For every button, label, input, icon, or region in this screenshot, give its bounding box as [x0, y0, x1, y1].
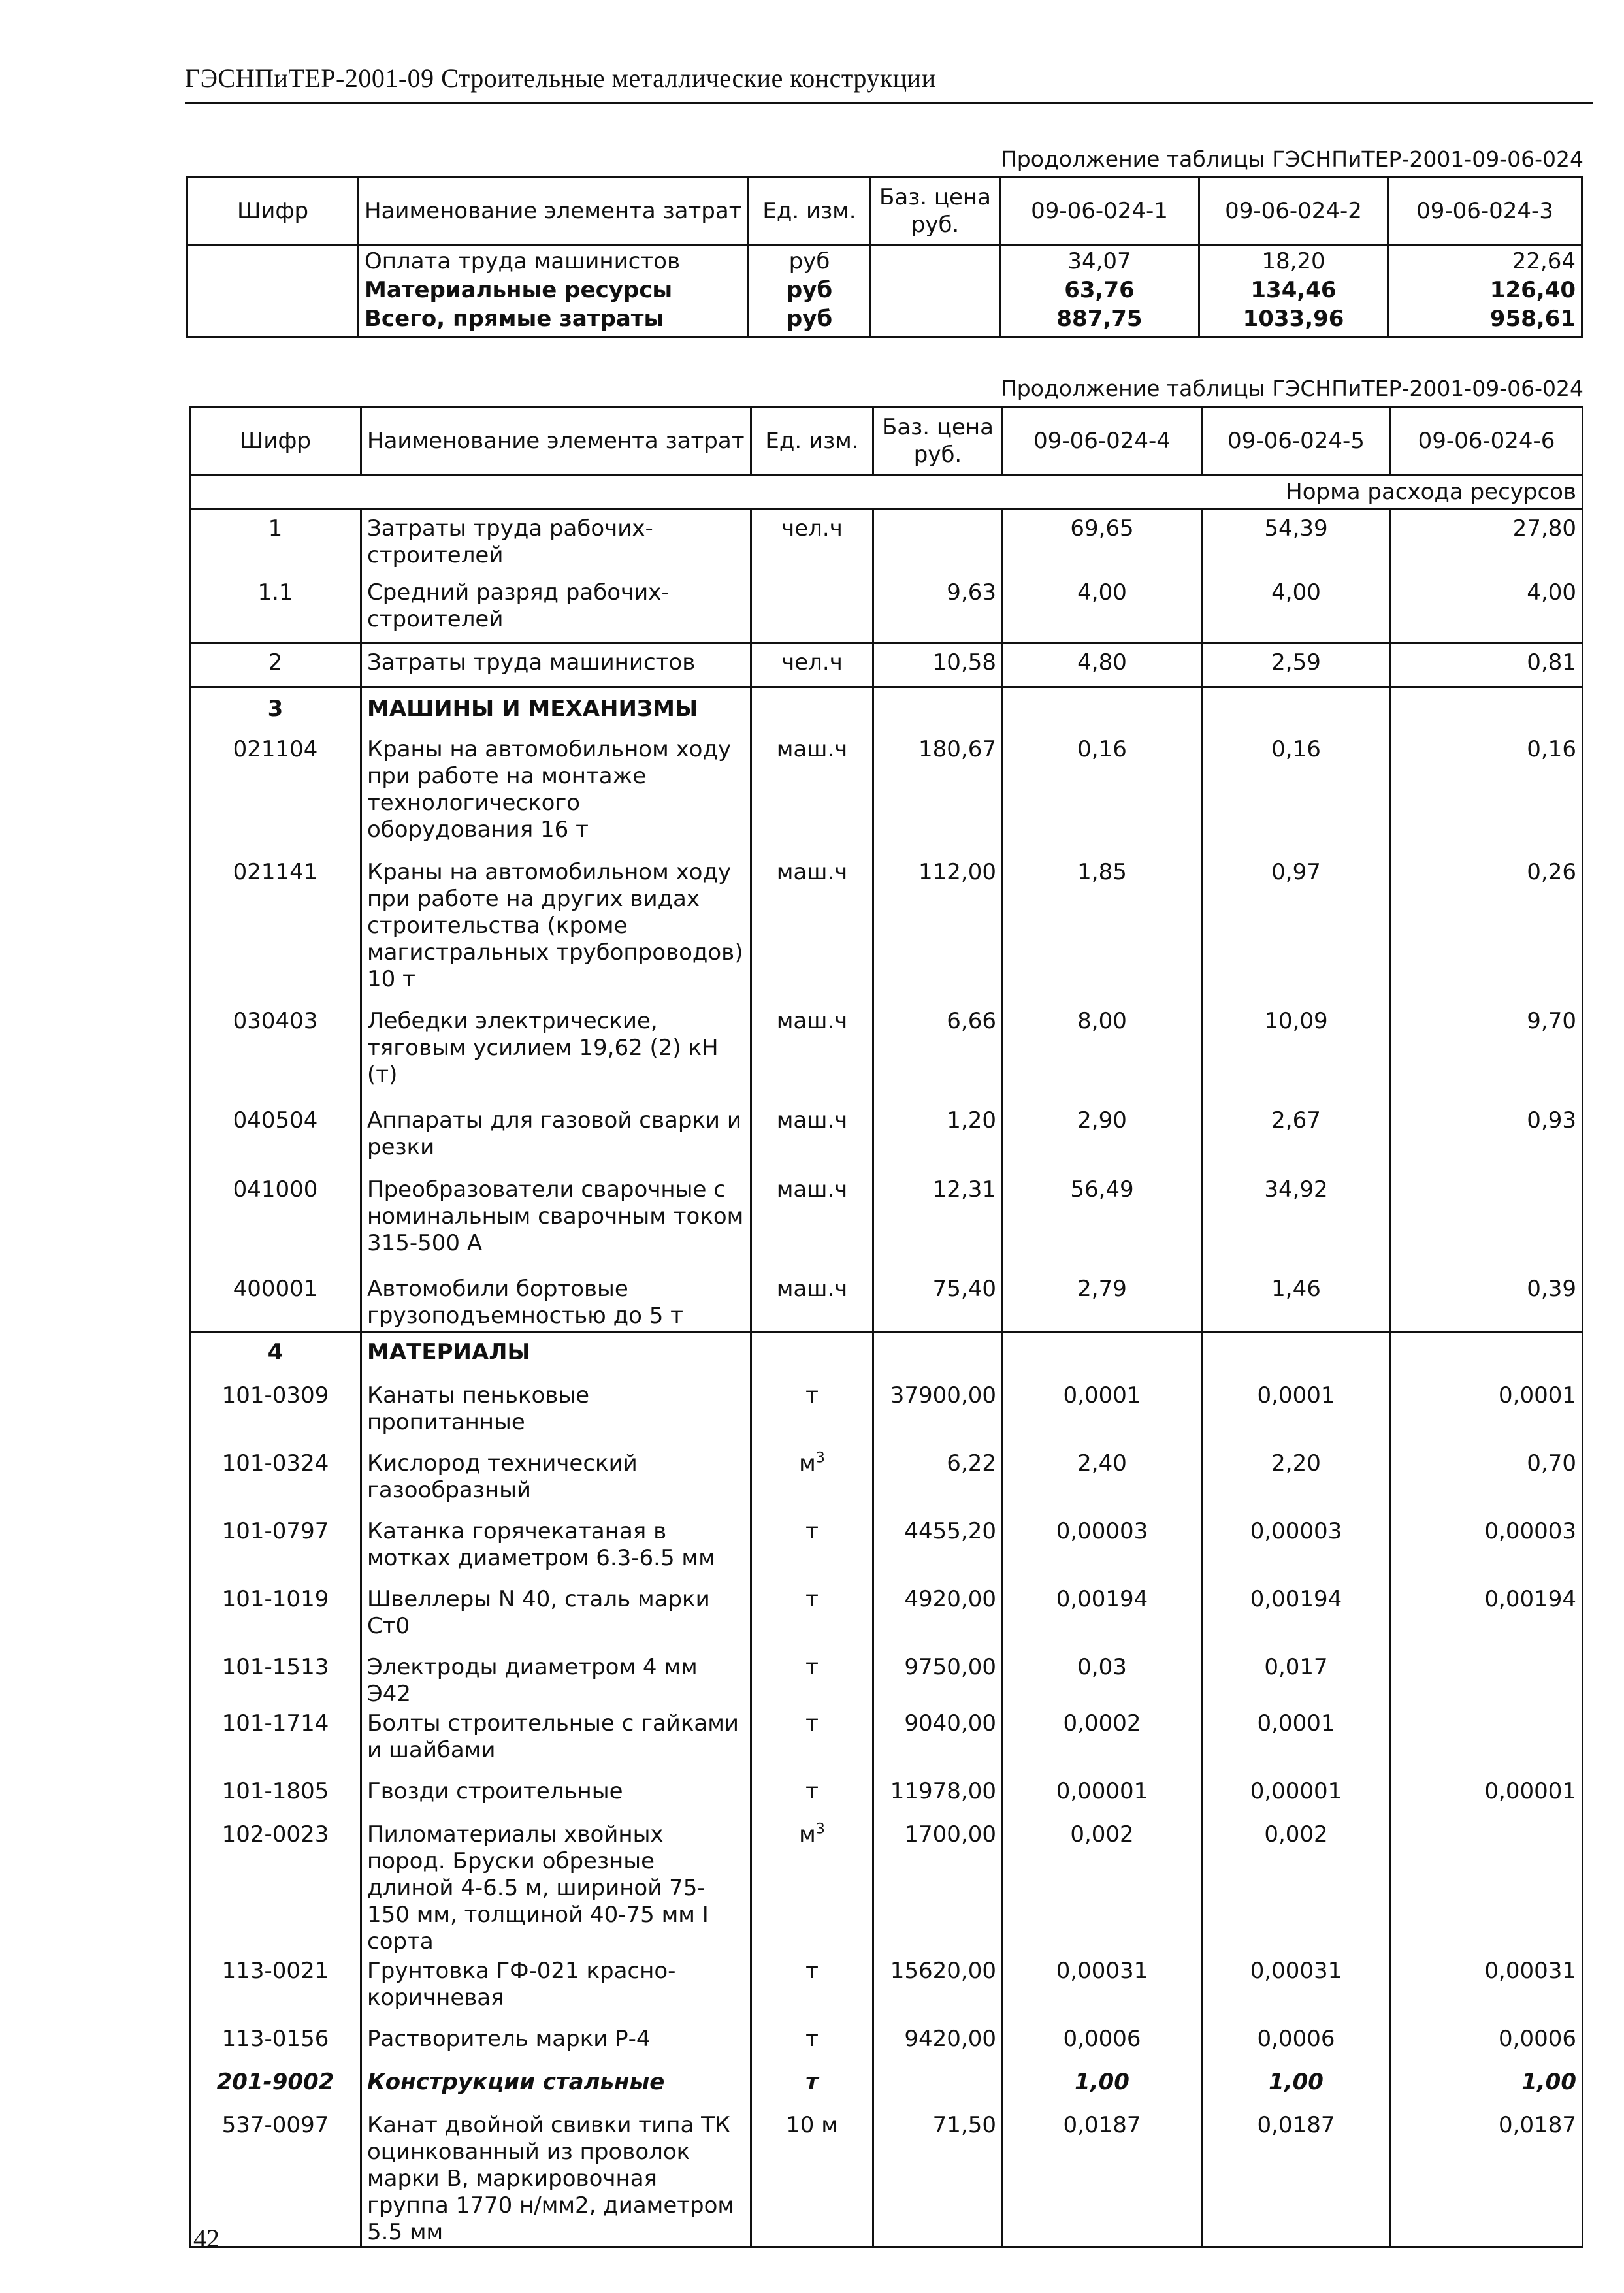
- cell-v2: 2,20: [1202, 1448, 1391, 1516]
- cell-unit: 10 м: [751, 2109, 873, 2247]
- cell-code: 041000: [190, 1173, 361, 1272]
- cell-name: Краны на автомобильном ходу при работе на монтаже технологического оборудования 16 т: [361, 734, 751, 856]
- cell-v2: 34,92: [1202, 1173, 1391, 1272]
- unit-superscript: 3: [815, 1450, 825, 1467]
- col-price-header: Баз. цена руб.: [873, 408, 1003, 475]
- norma-row: [190, 475, 1583, 510]
- cell-unit: руб: [749, 277, 871, 306]
- norma-label: Норма расхода ресурсов: [190, 475, 1583, 510]
- cell-name: Катанка горячекатаная в мотках диаметром 6.3-6.5 мм: [361, 1516, 751, 1584]
- col-unit-header: Ед. изм.: [751, 408, 873, 475]
- cell-code: 1: [190, 510, 361, 574]
- cell-name: Растворитель марки Р-4: [361, 2023, 751, 2066]
- table1-header-row: [187, 178, 1582, 245]
- cell-v3: 0,00194: [1484, 1586, 1576, 1612]
- table-row: [190, 734, 1583, 856]
- cell-v1: 4,80: [1003, 643, 1202, 687]
- col-v2-header: 09-06-024-5: [1202, 408, 1391, 475]
- table-row: [187, 245, 1582, 278]
- cell-v2: 0,00194: [1202, 1584, 1391, 1651]
- cell-code: 2: [190, 643, 361, 687]
- cell-unit: [751, 573, 873, 643]
- cell-price: [873, 687, 1003, 734]
- cell-unit: руб: [749, 306, 871, 337]
- cell-v1: 0,0006: [1003, 2023, 1202, 2066]
- cell-price: [873, 510, 1003, 574]
- table-row: [190, 1004, 1583, 1103]
- cell-unit: т: [751, 1955, 873, 2023]
- cell-v3: [1391, 1651, 1583, 1708]
- cell-price: 11978,00: [873, 1776, 1003, 1819]
- cell-unit: чел.ч: [751, 510, 873, 574]
- cell-name: Канаты пеньковые пропитанные: [361, 1380, 751, 1448]
- cell-v1: 0,002: [1003, 1819, 1202, 1955]
- cell-v2: 0,0006: [1202, 2023, 1391, 2066]
- table-row: [190, 1584, 1583, 1651]
- col-v1-header: 09-06-024-4: [1003, 408, 1202, 475]
- col-name-header: Наименование элемента затрат: [361, 408, 751, 475]
- table-row: [190, 1380, 1583, 1448]
- cell-v2: [1202, 687, 1391, 734]
- cell-code: 101-0309: [190, 1380, 361, 1448]
- cell-unit: т: [751, 1776, 873, 1819]
- cell-v3: 27,80: [1512, 515, 1576, 542]
- cell-code: 113-0156: [190, 2023, 361, 2066]
- table-row: [187, 277, 1582, 306]
- cell-price: [871, 245, 1000, 278]
- cell-code: 1.1: [190, 573, 361, 643]
- cell-v3: 0,70: [1527, 1450, 1576, 1476]
- cell-v2: 0,97: [1202, 856, 1391, 1004]
- cell-price: 4920,00: [873, 1584, 1003, 1651]
- cell-name: Электроды диаметром 4 мм Э42: [361, 1651, 751, 1708]
- cell-v1: 0,0187: [1003, 2109, 1202, 2247]
- cell-name: Автомобили бортовые грузоподъемностью до 5 т: [361, 1272, 751, 1332]
- cell-price: 180,67: [873, 734, 1003, 856]
- cell-price: 4455,20: [873, 1516, 1003, 1584]
- cell-name: Затраты труда машинистов: [361, 643, 751, 687]
- cell-name: Швеллеры N 40, сталь марки Ст0: [361, 1584, 751, 1651]
- cell-price: [873, 2066, 1003, 2109]
- cell-v3: 0,0006: [1499, 2026, 1576, 2052]
- table1-continuation-caption: Продолжение таблицы ГЭСНПиТЕР-2001-09-06-024: [1000, 146, 1583, 172]
- col-price-header: Баз. цена руб.: [871, 178, 1000, 245]
- cell-v2: 1,00: [1202, 2066, 1391, 2109]
- cell-name: Средний разряд рабочих-строителей: [361, 573, 751, 643]
- cell-price: 112,00: [873, 856, 1003, 1004]
- cell-v3: [1391, 1173, 1583, 1272]
- cell-code: 400001: [190, 1272, 361, 1332]
- cell-unit: маш.ч: [751, 734, 873, 856]
- cost-table-1: [186, 176, 1583, 338]
- cell-unit: [751, 1332, 873, 1380]
- cell-price: 1,20: [873, 1103, 1003, 1173]
- cell-code: 101-1019: [190, 1584, 361, 1651]
- cell-price: 71,50: [873, 2109, 1003, 2247]
- cell-v3: 0,81: [1391, 643, 1583, 687]
- unit-superscript: 3: [815, 1821, 825, 1838]
- cell-v2: 0,00031: [1202, 1955, 1391, 2023]
- cell-v2: 0,017: [1202, 1651, 1391, 1708]
- cell-price: 75,40: [873, 1272, 1003, 1332]
- cell-code: 102-0023: [190, 1819, 361, 1955]
- cell-unit: т: [751, 1651, 873, 1708]
- cell-v3: 0,00001: [1484, 1778, 1576, 1804]
- cell-code: [187, 306, 359, 337]
- table-row: [190, 510, 1583, 574]
- table2-continuation-caption: Продолжение таблицы ГЭСНПиТЕР-2001-09-06-024: [1000, 376, 1583, 401]
- cell-name: Преобразователи сварочные с номинальным сварочным током 315-500 А: [361, 1173, 751, 1272]
- cell-v2: 4,00: [1202, 573, 1391, 643]
- cell-v3: [1391, 1332, 1583, 1380]
- table-row: [190, 1708, 1583, 1776]
- cell-unit: т: [751, 2023, 873, 2066]
- cell-v3: 0,0001: [1499, 1382, 1576, 1408]
- cell-name: Аппараты для газовой сварки и резки: [361, 1103, 751, 1173]
- cell-name: Болты строительные с гайками и шайбами: [361, 1708, 751, 1776]
- cell-v3: 0,00003: [1484, 1518, 1576, 1544]
- cell-code: [187, 245, 359, 278]
- col-v3-header: 09-06-024-3: [1388, 178, 1582, 245]
- col-name-header: Наименование элемента затрат: [359, 178, 749, 245]
- table-row: [190, 1448, 1583, 1516]
- cell-unit: т: [751, 2066, 873, 2109]
- table-row: [190, 687, 1583, 734]
- cell-v1: 56,49: [1003, 1173, 1202, 1272]
- cell-unit: т: [751, 1584, 873, 1651]
- table-row: [190, 1651, 1583, 1708]
- cell-unit: т: [751, 1516, 873, 1584]
- cell-name: МАШИНЫ И МЕХАНИЗМЫ: [361, 687, 751, 734]
- cell-v1: 69,65: [1003, 510, 1202, 574]
- cell-v3: 0,16: [1527, 736, 1576, 762]
- cell-v2: 0,0187: [1202, 2109, 1391, 2247]
- cell-v1: 0,03: [1003, 1651, 1202, 1708]
- cell-price: 9040,00: [873, 1708, 1003, 1776]
- cell-v2: 0,0001: [1202, 1380, 1391, 1448]
- cell-v3: 4,00: [1527, 579, 1576, 606]
- cell-v2: 1033,96: [1199, 306, 1388, 337]
- cell-v1: 2,90: [1003, 1103, 1202, 1173]
- cell-v2: 18,20: [1199, 245, 1388, 278]
- cell-v3: 1,00: [1521, 2069, 1576, 2095]
- cell-unit: т: [751, 1380, 873, 1448]
- cell-code: 201-9002: [190, 2066, 361, 2109]
- cell-v1: 887,75: [1000, 306, 1199, 337]
- col-v2-header: 09-06-024-2: [1199, 178, 1388, 245]
- cell-v1: 34,07: [1000, 245, 1199, 278]
- cell-v1: 0,0001: [1003, 1380, 1202, 1448]
- cell-unit: $м^3$: [751, 1819, 873, 1955]
- table1-body: [187, 245, 1582, 337]
- cell-name: Краны на автомобильном ходу при работе на других видах строительства (кроме магистральных трубопроводов) 10 т: [361, 856, 751, 1004]
- cell-code: 101-1714: [190, 1708, 361, 1776]
- cell-v2: 2,59: [1202, 643, 1391, 687]
- cell-name: Грунтовка ГФ-021 красно-коричневая: [361, 1955, 751, 2023]
- cell-v1: 1,00: [1003, 2066, 1202, 2109]
- cell-v3: 0,00031: [1484, 1958, 1576, 1984]
- cell-v3: 0,93: [1527, 1107, 1576, 1133]
- cell-name: Лебедки электрические, тяговым усилием 19,62 (2) кН (т): [361, 1004, 751, 1103]
- cell-price: 9,63: [873, 573, 1003, 643]
- cell-code: 030403: [190, 1004, 361, 1103]
- table-row: [190, 2066, 1583, 2109]
- cell-name: Пиломатериалы хвойных пород. Бруски обрезные длиной 4-6.5 м, шириной 75-150 мм, толщиной 40-75 мм I сорта: [361, 1819, 751, 1955]
- cell-name: Оплата труда машинистов: [359, 245, 749, 278]
- cell-price: [871, 306, 1000, 337]
- cell-v2: 0,00001: [1202, 1776, 1391, 1819]
- table-row: [190, 2023, 1583, 2066]
- cell-v2: [1202, 1332, 1391, 1380]
- cell-name: Всего, прямые затраты: [359, 306, 749, 337]
- col-v3-header: 09-06-024-6: [1391, 408, 1583, 475]
- cell-v3: [1391, 687, 1583, 734]
- cell-price: 1700,00: [873, 1819, 1003, 1955]
- table-row: [190, 1103, 1583, 1173]
- table-row: [190, 573, 1583, 643]
- cell-v3: 0,26: [1527, 859, 1576, 885]
- cell-unit: [751, 687, 873, 734]
- cell-v2: 0,002: [1202, 1819, 1391, 1955]
- cell-name: Материальные ресурсы: [359, 277, 749, 306]
- cell-price: 12,31: [873, 1173, 1003, 1272]
- cell-v1: 2,40: [1003, 1448, 1202, 1516]
- cell-code: 101-1513: [190, 1651, 361, 1708]
- col-code-header: Шифр: [187, 178, 359, 245]
- cell-code: 021104: [190, 734, 361, 856]
- header-rule: [185, 102, 1593, 104]
- table2-header-row: [190, 408, 1583, 475]
- cell-v3: [1391, 1708, 1583, 1776]
- cell-name: Кислород технический газообразный: [361, 1448, 751, 1516]
- cell-v3: 126,40: [1489, 277, 1576, 303]
- cell-v3: 22,64: [1388, 245, 1582, 278]
- cell-v3: [1391, 1819, 1583, 1955]
- cell-v1: [1003, 1332, 1202, 1380]
- table-row: [187, 306, 1582, 337]
- cell-v3: 0,0187: [1499, 2112, 1576, 2138]
- table-row: [190, 1173, 1583, 1272]
- table-row: [190, 856, 1583, 1004]
- cell-code: 021141: [190, 856, 361, 1004]
- cell-v2: 54,39: [1202, 510, 1391, 574]
- cell-price: 6,66: [873, 1004, 1003, 1103]
- cell-code: 113-0021: [190, 1955, 361, 2023]
- cell-name: Конструкции стальные: [361, 2066, 751, 2109]
- cell-name: Гвозди строительные: [361, 1776, 751, 1819]
- cell-v3: 958,61: [1489, 306, 1576, 332]
- cell-v2: 2,67: [1202, 1103, 1391, 1173]
- cell-price: 9750,00: [873, 1651, 1003, 1708]
- running-header: ГЭСНПиТЕР-2001-09 Строительные металлические конструкции: [185, 63, 936, 93]
- cell-unit: руб: [749, 245, 871, 278]
- cell-v2: 1,46: [1202, 1272, 1391, 1332]
- cell-v1: 1,85: [1003, 856, 1202, 1004]
- cell-v1: 0,00031: [1003, 1955, 1202, 2023]
- cell-unit: маш.ч: [751, 1004, 873, 1103]
- cell-unit: чел.ч: [751, 643, 873, 687]
- cell-v1: 0,0002: [1003, 1708, 1202, 1776]
- table-row: [190, 1776, 1583, 1819]
- cell-unit: маш.ч: [751, 1103, 873, 1173]
- table-row: [190, 1819, 1583, 1955]
- cell-v3: 0,39: [1527, 1276, 1576, 1302]
- table-row: [190, 1955, 1583, 2023]
- table-row: [190, 1332, 1583, 1380]
- cell-name: Канат двойной свивки типа ТК оцинкованный из проволок марки В, маркировочная группа 1770 н/мм2, диаметром 5.5 мм: [361, 2109, 751, 2247]
- table-row: [190, 1516, 1583, 1584]
- cell-v1: [1003, 687, 1202, 734]
- cell-v2: 134,46: [1199, 277, 1388, 306]
- col-v1-header: 09-06-024-1: [1000, 178, 1199, 245]
- table-row: [190, 643, 1583, 687]
- cell-unit: маш.ч: [751, 1272, 873, 1332]
- cell-price: 37900,00: [873, 1380, 1003, 1448]
- cell-code: 3: [190, 687, 361, 734]
- table-row: [190, 2109, 1583, 2247]
- cell-name: Затраты труда рабочих-строителей: [361, 510, 751, 574]
- table-row: [190, 1272, 1583, 1332]
- cell-code: [187, 277, 359, 306]
- cell-price: 6,22: [873, 1448, 1003, 1516]
- cell-v1: 8,00: [1003, 1004, 1202, 1103]
- col-code-header: Шифр: [190, 408, 361, 475]
- cell-code: 040504: [190, 1103, 361, 1173]
- cell-price: [873, 1332, 1003, 1380]
- cell-price: 15620,00: [873, 1955, 1003, 2023]
- cell-v1: 63,76: [1000, 277, 1199, 306]
- cell-unit: т: [751, 1708, 873, 1776]
- cell-code: 101-1805: [190, 1776, 361, 1819]
- cell-v3: 9,70: [1527, 1008, 1576, 1034]
- cell-v1: 2,79: [1003, 1272, 1202, 1332]
- cell-name: МАТЕРИАЛЫ: [361, 1332, 751, 1380]
- cell-code: 4: [190, 1332, 361, 1380]
- cell-price: 9420,00: [873, 2023, 1003, 2066]
- page-number: 42: [193, 2224, 219, 2253]
- cell-price: [871, 277, 1000, 306]
- cell-v1: 4,00: [1003, 573, 1202, 643]
- cell-code: 537-0097: [190, 2109, 361, 2247]
- cell-v1: 0,00003: [1003, 1516, 1202, 1584]
- cell-code: 101-0797: [190, 1516, 361, 1584]
- cell-v1: 0,00194: [1003, 1584, 1202, 1651]
- cell-unit: маш.ч: [751, 1173, 873, 1272]
- cell-code: 101-0324: [190, 1448, 361, 1516]
- cell-unit: $м^3$: [751, 1448, 873, 1516]
- cost-table-2: [189, 406, 1583, 2248]
- cell-v1: 0,00001: [1003, 1776, 1202, 1819]
- cell-v2: 0,16: [1202, 734, 1391, 856]
- table2-body: [190, 510, 1583, 2247]
- cell-v2: 0,00003: [1202, 1516, 1391, 1584]
- cell-v2: 10,09: [1202, 1004, 1391, 1103]
- cell-v2: 0,0001: [1202, 1708, 1391, 1776]
- col-unit-header: Ед. изм.: [749, 178, 871, 245]
- cell-v1: 0,16: [1003, 734, 1202, 856]
- cell-unit: маш.ч: [751, 856, 873, 1004]
- cell-price: 10,58: [873, 643, 1003, 687]
